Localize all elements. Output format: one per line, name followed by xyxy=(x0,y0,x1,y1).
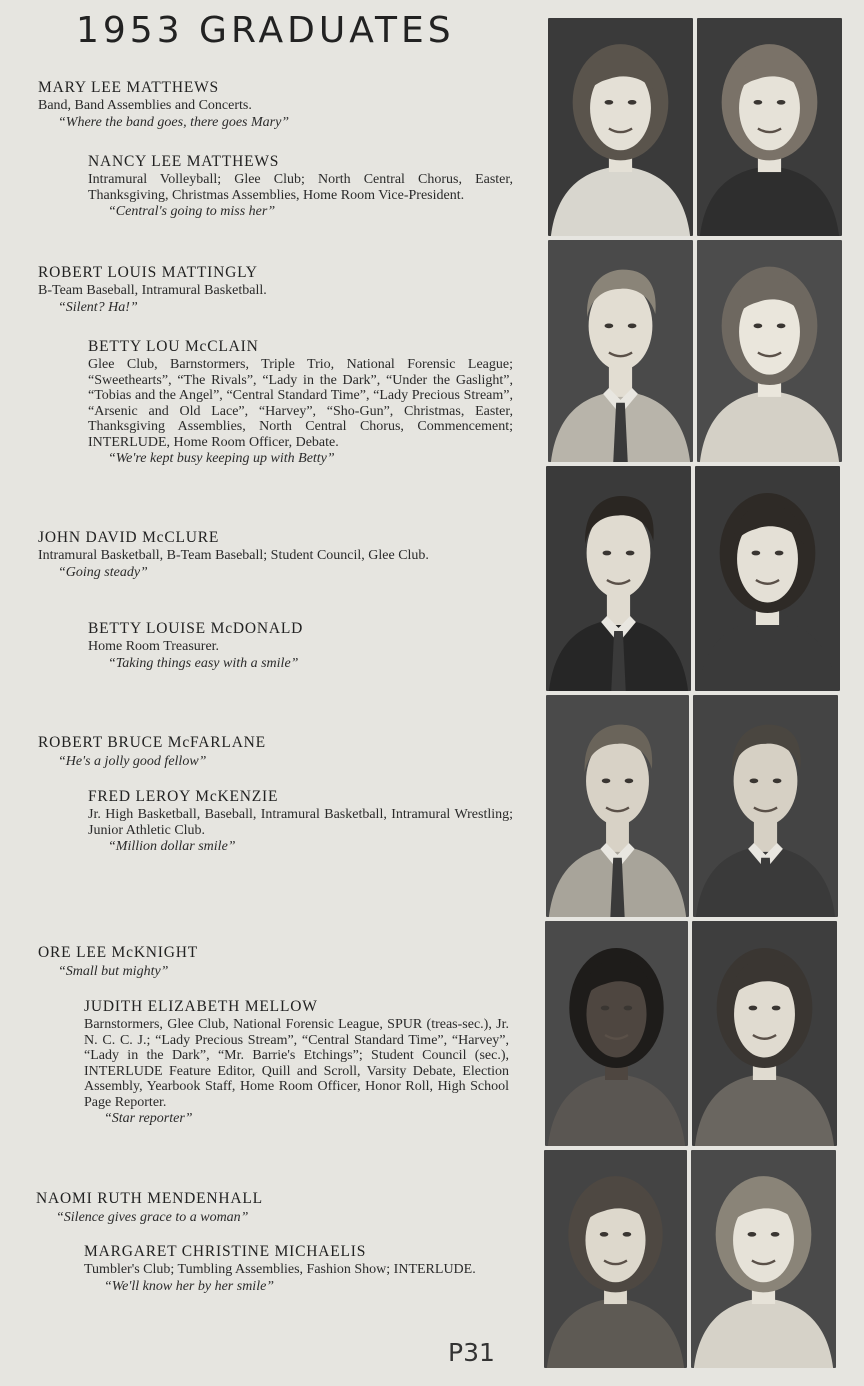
graduate-entry xyxy=(88,619,513,673)
graduate-quote: “We're kept busy keeping up with Betty” xyxy=(108,451,335,466)
graduate-activities: Band, Band Assemblies and Concerts. xyxy=(38,98,252,113)
graduate-activities: B-Team Baseball, Intramural Basketball. xyxy=(38,283,267,298)
portrait-photo xyxy=(546,695,689,917)
graduate-name: NAOMI RUTH MENDENHALL xyxy=(36,1190,263,1207)
portrait-photo xyxy=(692,921,837,1146)
portrait-silhouette xyxy=(691,1150,836,1368)
portrait-silhouette xyxy=(546,466,691,691)
page-title: 1953 GRADUATES xyxy=(76,10,455,51)
portrait-silhouette xyxy=(692,921,837,1146)
graduate-name: MARY LEE MATTHEWS xyxy=(38,79,219,96)
graduate-quote: “Small but mighty” xyxy=(58,964,169,979)
graduate-name: ROBERT LOUIS MATTINGLY xyxy=(38,264,258,281)
graduate-entry xyxy=(88,787,513,856)
graduate-quote: “Million dollar smile” xyxy=(108,839,236,854)
graduate-activities: Tumbler's Club; Tumbling Assemblies, Fashion Show; INTERLUDE. xyxy=(84,1262,476,1277)
graduate-name: ORE LEE McKNIGHT xyxy=(38,944,199,961)
portrait-silhouette xyxy=(697,18,842,236)
portrait-silhouette xyxy=(695,466,840,691)
portrait-photo xyxy=(697,240,842,462)
graduate-activities: Jr. High Basketball, Baseball, Intramural Basketball, Intramural Wrestling; Junior Athletic Club. xyxy=(88,807,513,838)
graduate-activities: Home Room Treasurer. xyxy=(88,639,220,654)
portrait-silhouette xyxy=(544,1150,687,1368)
graduate-entry xyxy=(84,997,509,1128)
graduate-quote: “Silent? Ha!” xyxy=(58,299,138,315)
graduate-activities: Barnstormers, Glee Club, National Forensic League, SPUR (treas-sec.), Jr. N. C. C. J.; “Lady Precious Stream”, “Central Standard Time”, “Harvey”, “Lady in the Dark”, “Mr. Barrie's Etchings”; Student Council (sec.), INTERLUDE Feature Editor, Quill and Scroll, Varsity Debate, Election Assembly, Yearbook Staff, Home Room Officer, Honor Roll, High School Page Reporter. xyxy=(84,1017,509,1110)
graduate-entry xyxy=(36,1189,506,1227)
graduate-name: JUDITH ELIZABETH MELLOW xyxy=(84,998,318,1015)
portrait-silhouette xyxy=(545,921,688,1146)
graduate-name: JOHN DAVID McCLURE xyxy=(38,529,220,546)
graduate-entry xyxy=(38,78,508,132)
portrait-photo xyxy=(545,921,688,1146)
graduate-entry xyxy=(88,152,513,221)
portrait-photo xyxy=(544,1150,687,1368)
page-number-mark: P31 xyxy=(448,1338,495,1367)
portrait-silhouette xyxy=(548,18,693,236)
portrait-photo xyxy=(693,695,838,917)
graduate-entry xyxy=(38,528,508,582)
portrait-silhouette xyxy=(697,240,842,462)
graduate-quote: “We'll know her by her smile” xyxy=(104,1278,275,1294)
portrait-photo xyxy=(697,18,842,236)
graduate-name: BETTY LOU McCLAIN xyxy=(88,338,259,355)
portrait-silhouette xyxy=(693,695,838,917)
graduate-activities: Glee Club, Barnstormers, Triple Trio, National Forensic League; “Sweethearts”, “The Rivals”, “Lady in the Dark”, “Under the Gaslight”, “Tobias and the Angel”, “Central Standard Time”, “Lady Precious Stream”, “Arsenic and Old Lace”, “Harvey”, “Sho-Gun”, Christmas, Easter, Thanksgiving Assemblies, North Central Chorus, Commencement; INTERLUDE, Home Room Officer, Debate. xyxy=(88,357,513,450)
portrait-photo xyxy=(695,466,840,691)
graduate-entry xyxy=(84,1242,509,1296)
portrait-silhouette xyxy=(546,695,689,917)
graduate-entry xyxy=(38,943,508,981)
graduate-entry xyxy=(88,337,513,468)
graduate-name: ROBERT BRUCE McFARLANE xyxy=(38,734,266,751)
graduate-quote: “Going steady” xyxy=(58,564,148,580)
graduate-quote: “He's a jolly good fellow” xyxy=(58,754,207,769)
graduate-activities: Intramural Volleyball; Glee Club; North Central Chorus, Easter, Thanksgiving, Christmas Assemblies, Home Room Vice-President. xyxy=(88,172,513,203)
graduate-quote: “Star reporter” xyxy=(104,1111,193,1126)
graduate-entry xyxy=(38,733,508,771)
graduate-activities: Intramural Basketball, B-Team Baseball; Student Council, Glee Club. xyxy=(38,548,429,563)
portrait-photo xyxy=(546,466,691,691)
graduate-quote: “Silence gives grace to a woman” xyxy=(56,1210,249,1225)
graduate-name: NANCY LEE MATTHEWS xyxy=(88,153,280,170)
portrait-photo xyxy=(548,18,693,236)
graduate-entry xyxy=(38,263,508,317)
graduate-quote: “Taking things easy with a smile” xyxy=(108,655,299,671)
graduate-name: FRED LEROY McKENZIE xyxy=(88,788,279,805)
portrait-photo xyxy=(691,1150,836,1368)
graduate-quote: “Central's going to miss her” xyxy=(108,204,276,219)
portrait-photo xyxy=(548,240,693,462)
graduate-quote: “Where the band goes, there goes Mary” xyxy=(58,114,290,130)
graduate-name: BETTY LOUISE McDONALD xyxy=(88,620,304,637)
portrait-silhouette xyxy=(548,240,693,462)
graduate-name: MARGARET CHRISTINE MICHAELIS xyxy=(84,1243,367,1260)
